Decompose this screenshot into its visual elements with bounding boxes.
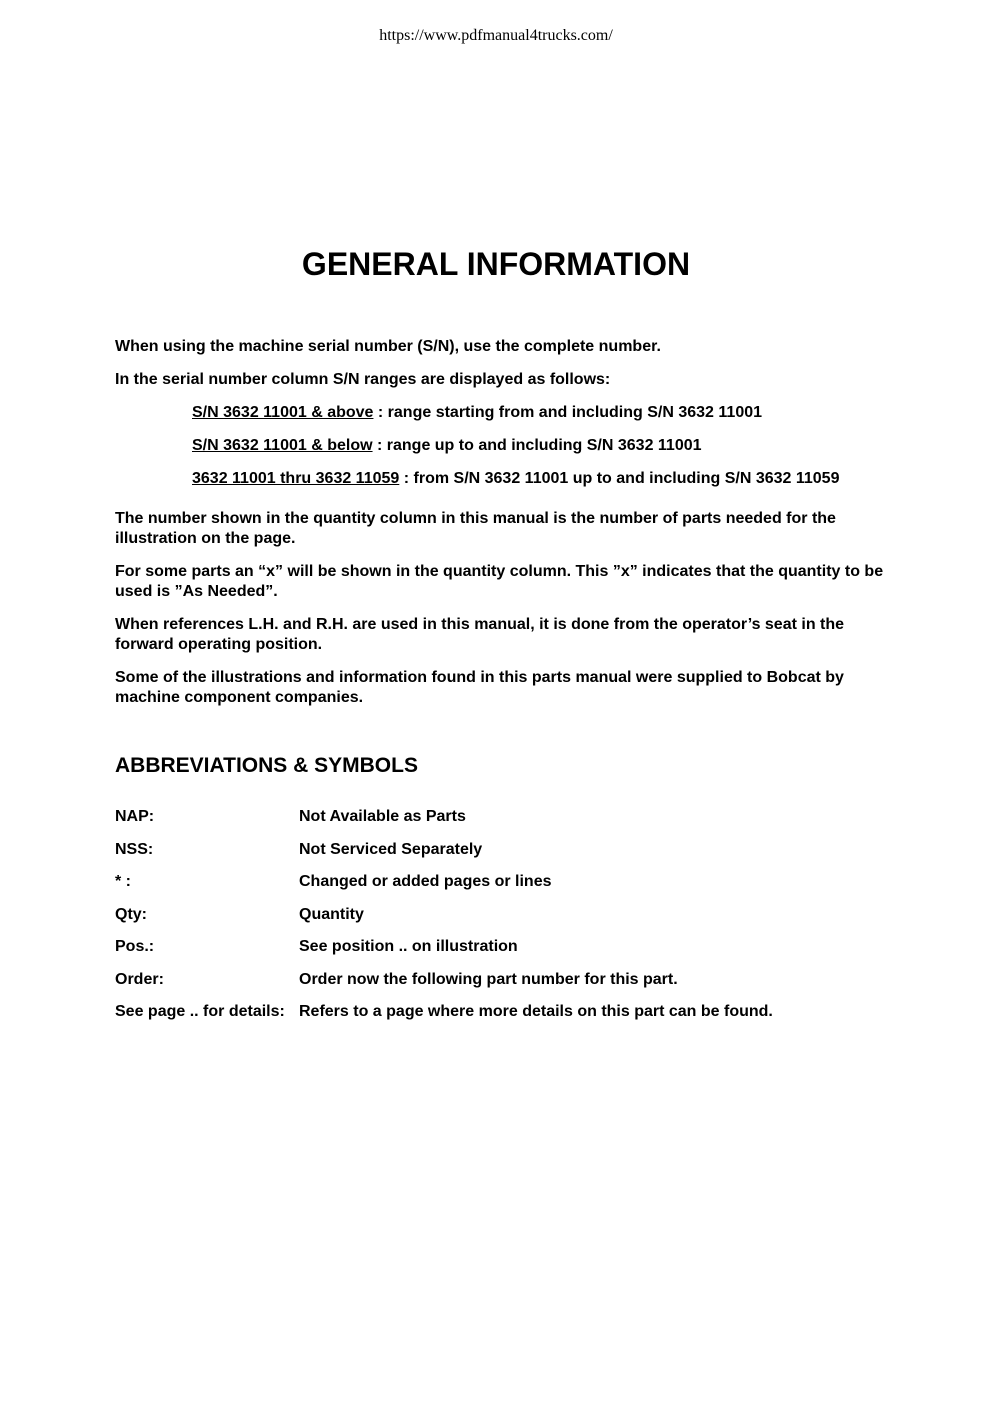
abbreviation-definition: Not Serviced Separately xyxy=(299,840,483,858)
body-paragraph: The number shown in the quantity column in this manual is the number of parts needed for the illustration on the page. xyxy=(115,510,836,547)
body-paragraph: For some parts an “x” will be shown in the quantity column. This ”x” indicates that the quantity to be used is ”As Needed”. xyxy=(115,563,884,600)
abbreviation-term: Pos.: xyxy=(115,938,155,955)
page-title: GENERAL INFORMATION xyxy=(301,246,691,282)
abbreviation-row xyxy=(115,1002,885,1022)
abbreviation-row xyxy=(115,970,885,990)
document-body xyxy=(115,337,885,1035)
serial-range-row xyxy=(192,403,885,423)
abbreviations-list xyxy=(115,807,885,1022)
serial-range-description: : from S/N 3632 11001 up to and including S/N 3632 11059 xyxy=(399,470,840,487)
abbreviation-definition: Not Available as Parts xyxy=(299,808,466,825)
serial-range-term: S/N 3632 11001 & below xyxy=(192,437,373,454)
abbreviation-row xyxy=(115,937,885,957)
body-paragraph: Some of the illustrations and information found in this parts manual were supplied to Bobcat by machine component companies. xyxy=(115,669,844,706)
serial-range-list xyxy=(192,403,885,489)
abbreviation-row xyxy=(115,872,885,892)
abbreviation-definition: Refers to a page where more details on this part can be found. xyxy=(299,1003,773,1020)
abbreviation-term: Order: xyxy=(115,970,164,988)
abbreviation-term: NSS: xyxy=(115,840,154,858)
abbreviation-definition: Quantity xyxy=(299,905,364,923)
abbreviation-term: * : xyxy=(115,873,131,890)
source-url[interactable]: https://www.pdfmanual4trucks.com/ xyxy=(379,27,613,44)
serial-range-term: 3632 11001 thru 3632 11059 xyxy=(192,470,400,487)
intro-paragraph: When using the machine serial number (S/N), use the complete number. xyxy=(115,338,661,355)
abbreviation-definition: See position .. on illustration xyxy=(299,938,518,955)
serial-range-term: S/N 3632 11001 & above xyxy=(192,404,374,421)
serial-range-row xyxy=(192,469,885,489)
serial-range-description: : range starting from and including S/N 3632 11001 xyxy=(373,404,763,421)
abbreviation-term: Qty: xyxy=(115,905,147,923)
abbreviation-term: NAP: xyxy=(115,808,155,825)
body-paragraph: When references L.H. and R.H. are used in this manual, it is done from the operator’s seat in the forward operating position. xyxy=(115,616,845,653)
intro-paragraph: In the serial number column S/N ranges are displayed as follows: xyxy=(115,371,611,388)
abbreviation-definition: Changed or added pages or lines xyxy=(299,873,552,890)
abbreviations-heading: ABBREVIATIONS & SYMBOLS xyxy=(115,754,418,777)
abbreviation-row xyxy=(115,905,885,925)
serial-range-row xyxy=(192,436,885,456)
abbreviation-term: See page .. for details: xyxy=(115,1003,285,1020)
abbreviation-definition: Order now the following part number for this part. xyxy=(299,970,678,988)
abbreviation-row xyxy=(115,840,885,860)
serial-range-description: : range up to and including S/N 3632 11001 xyxy=(372,437,702,454)
abbreviation-row xyxy=(115,807,885,827)
